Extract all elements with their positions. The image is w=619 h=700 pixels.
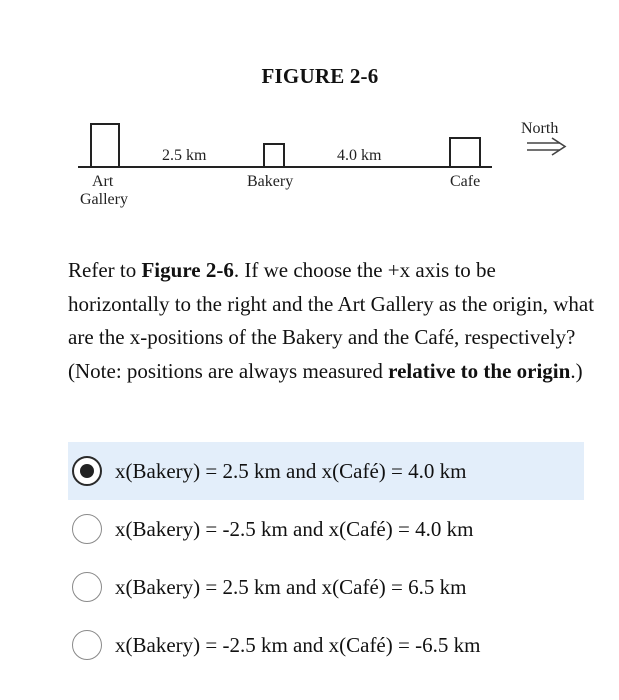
question-part2: . If we choose the +x axis to be horizontally to the right and the Art Gallery as the origin, what are the x-positions of the Bakery and the Café, respectively? (Note: positions are always measured (68, 258, 595, 383)
art-gallery-label-line2: Gallery (80, 191, 128, 208)
bakery-building (264, 144, 284, 167)
distance-label-2: 4.0 km (337, 147, 382, 164)
answer-options (68, 442, 584, 674)
art-gallery-label-line1: Art (92, 173, 114, 190)
question-part3: .) (570, 358, 583, 383)
radio-button[interactable] (72, 630, 102, 660)
answer-option-4[interactable] (68, 616, 584, 674)
cafe-building (450, 138, 480, 167)
answer-option-3[interactable] (68, 558, 584, 616)
bakery-label: Bakery (247, 173, 294, 190)
question-text (68, 254, 598, 388)
distance-label-1: 2.5 km (162, 147, 207, 164)
answer-option-1[interactable] (68, 442, 584, 500)
radio-button[interactable] (72, 514, 102, 544)
radio-button[interactable] (72, 572, 102, 602)
answer-option-label: x(Bakery) = -2.5 km and x(Café) = -6.5 km (115, 632, 481, 657)
art-gallery-building (91, 124, 119, 167)
answer-option-2[interactable] (68, 500, 584, 558)
question-part1: Refer to (68, 258, 142, 282)
answer-option-label: x(Bakery) = 2.5 km and x(Café) = 4.0 km (115, 458, 467, 483)
north-label: North (521, 120, 559, 137)
figure-diagram (0, 100, 619, 220)
figure-reference: Figure 2-6 (141, 258, 234, 282)
figure-title: FIGURE 2-6 (261, 64, 379, 88)
question-emphasis: relative to the origin (388, 358, 571, 383)
cafe-label: Cafe (450, 173, 481, 190)
double-arrow-right-icon (527, 138, 565, 155)
answer-option-label: x(Bakery) = 2.5 km and x(Café) = 6.5 km (115, 574, 467, 599)
answer-option-label: x(Bakery) = -2.5 km and x(Café) = 4.0 km (115, 516, 474, 541)
radio-button-checked[interactable] (72, 456, 102, 486)
